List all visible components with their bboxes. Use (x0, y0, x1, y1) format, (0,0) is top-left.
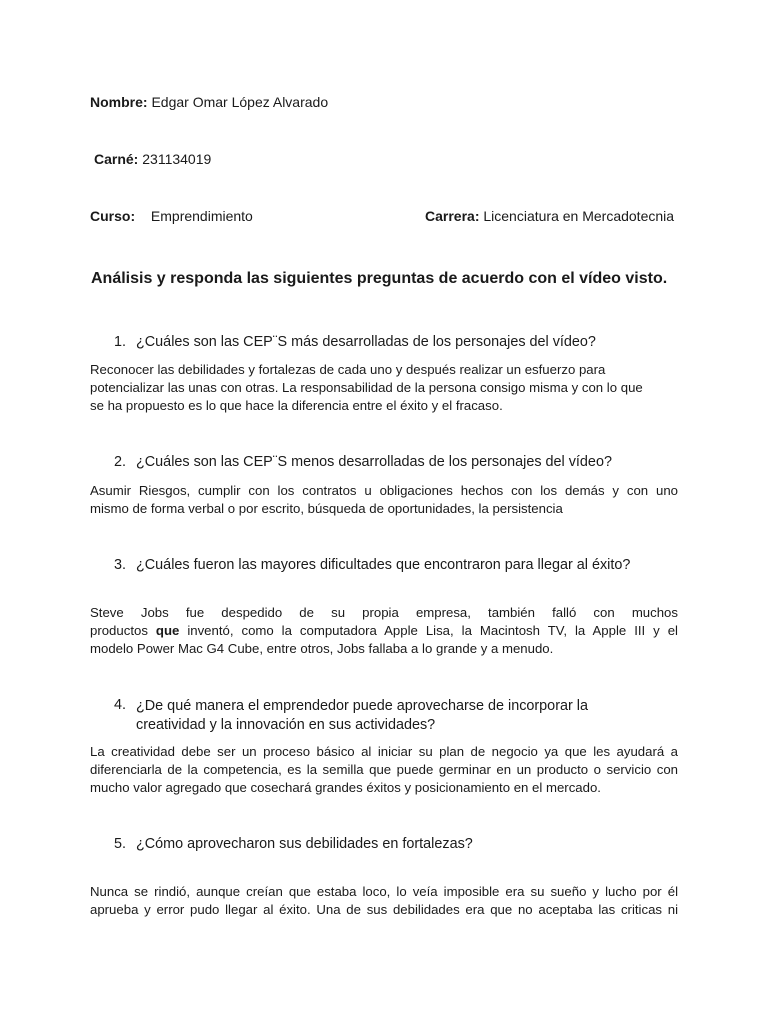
answer-line: mucho valor agregado que cosechará grandes éxitos y posicionamiento en el mercado. (90, 780, 601, 795)
nombre-value: Edgar Omar López Alvarado (151, 94, 329, 110)
curso-label: Curso: (90, 208, 136, 224)
question-number: 4. (114, 697, 127, 713)
answer-line: Nunca se rindió, aunque creían que estaba loco, lo veía imposible era su sueño y lucho por él (90, 884, 678, 899)
answer-line: Asumir Riesgos, cumplir con los contratos u obligaciones hechos con los demás y con uno (90, 483, 678, 498)
question-text: ¿Cuáles son las CEP¨S menos desarrolladas de los personajes del vídeo? (136, 454, 612, 470)
question-number: 2. (114, 454, 127, 470)
nombre-label: Nombre: (90, 94, 148, 110)
carrera-row (425, 208, 674, 224)
answer-line: aprueba y error pudo llegar al éxito. Una de sus debilidades era que no aceptaba las criticas ni (90, 902, 678, 917)
page-title: Análisis y responda las siguientes preguntas de acuerdo con el vídeo visto. (91, 270, 668, 287)
carrera-label: Carrera: (425, 208, 480, 224)
question-number: 1. (114, 334, 127, 350)
question-text: ¿Cuáles son las CEP¨S más desarrolladas de los personajes del vídeo? (136, 334, 596, 350)
answer-line: diferenciarla de la competencia, es la semilla que puede germinar en un producto o servicio con (90, 762, 678, 777)
answer-paragraph (90, 604, 678, 658)
answer-paragraph (90, 482, 678, 518)
curso-row (90, 208, 253, 224)
answer-word: productos (90, 623, 148, 638)
answer-bold-word: que (155, 623, 180, 638)
carne-row (94, 151, 211, 167)
answer-line: mismo de forma verbal o por escrito, búsqueda de oportunidades, la persistencia (90, 501, 563, 516)
carrera-value: Licenciatura en Mercadotecnia (483, 208, 675, 224)
question-text: ¿Cuáles fueron las mayores dificultades que encontraron para llegar al éxito? (136, 557, 631, 573)
answer-paragraph (90, 361, 678, 415)
question-line: creatividad y la innovación en sus actividades? (136, 717, 436, 733)
answer-line: Steve Jobs fue despedido de su propia empresa, también falló con muchos (90, 605, 678, 620)
carne-value: 231134019 (142, 151, 212, 167)
question-number: 3. (114, 557, 127, 573)
question-text (136, 697, 588, 735)
question-text: ¿Cómo aprovecharon sus debilidades en fortalezas? (136, 836, 473, 852)
answer-paragraph (90, 743, 678, 797)
answer-line-rest: inventó, como la computadora Apple Lisa, la Macintosh TV, la Apple III y el (187, 623, 678, 638)
answer-line: se ha propuesto es lo que hace la diferencia entre el éxito y el fracaso. (90, 398, 503, 413)
answer-line: modelo Power Mac G4 Cube, entre otros, Jobs fallaba a lo grande y a menudo. (90, 641, 554, 656)
answer-line: La creatividad debe ser un proceso básico al iniciar su plan de negocio ya que les ayudará a (90, 744, 678, 759)
answer-line: Reconocer las debilidades y fortalezas de cada uno y después realizar un esfuerzo para (90, 362, 606, 377)
question-line: ¿De qué manera el emprendedor puede aprovecharse de incorporar la (136, 698, 588, 714)
answer-line: potencializar las unas con otras. La responsabilidad de la persona consigo misma y con lo que (90, 380, 643, 395)
curso-value: Emprendimiento (150, 208, 253, 224)
carne-label: Carné: (94, 151, 139, 167)
answer-line (90, 622, 678, 640)
nombre-row (90, 94, 328, 110)
answer-paragraph (90, 883, 678, 919)
question-number: 5. (114, 836, 127, 852)
